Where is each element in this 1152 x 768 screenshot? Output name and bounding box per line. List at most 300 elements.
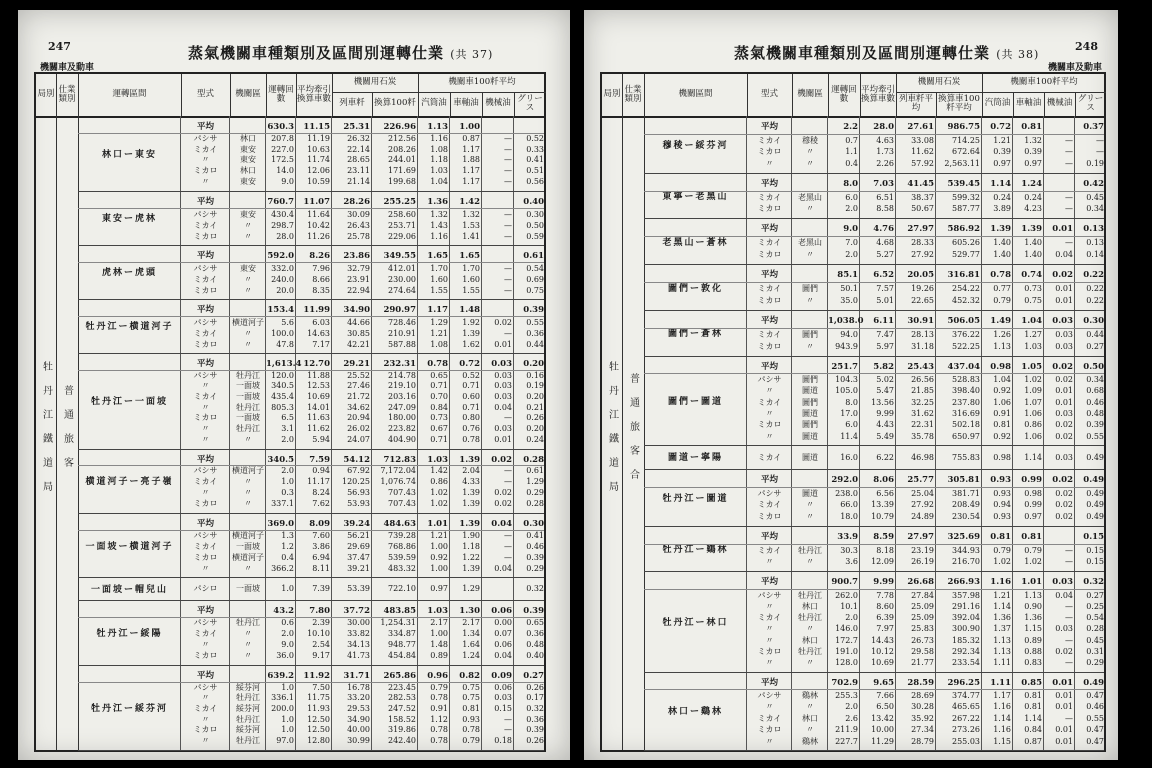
coal-train-km-cell: 53.93 — [347, 499, 370, 509]
cylinder-oil-cell: 0.79 — [993, 545, 1011, 555]
axle-oil-cell: 0.52 — [462, 370, 480, 380]
runs-cell: 100.0 — [271, 328, 294, 338]
machine-oil-cell: — — [504, 413, 512, 423]
coal-train-km-cell: 23.19 — [911, 545, 934, 555]
runs-cell: 2.2 — [843, 122, 858, 132]
machine-oil-cell: — — [504, 552, 512, 562]
coal-100km-cell: 274.64 — [388, 285, 416, 295]
header-cell: 平均牽引換算車數 — [296, 74, 333, 116]
coal-100km-cell: 437.04 — [947, 361, 980, 372]
header-cell: 列車粁平均 — [896, 92, 937, 116]
route-block — [644, 173, 1104, 220]
cars-cell: 14.43 — [871, 635, 894, 645]
coal-train-km-cell: 39.21 — [347, 563, 370, 573]
runs-cell: 211.9 — [835, 725, 858, 735]
route-block — [644, 672, 1104, 751]
runs-cell: 30.3 — [840, 545, 858, 555]
coal-train-km-cell: 34.13 — [347, 639, 370, 649]
table-row — [78, 177, 544, 188]
service-label-2: 合 — [627, 469, 639, 493]
type-cell: 平均 — [760, 474, 778, 485]
cars-cell: 11.74 — [307, 155, 330, 165]
grease-cell: 0.28 — [523, 454, 544, 465]
grease-cell: 0.21 — [526, 402, 544, 412]
cars-cell: 8.26 — [309, 250, 330, 261]
axle-oil-cell: 0.89 — [1024, 635, 1042, 645]
type-cell: ミカイ — [757, 135, 782, 145]
title-part: (共 37) — [450, 48, 494, 61]
cylinder-oil-cell: 1.06 — [993, 397, 1011, 407]
coal-100km-cell: 539.59 — [388, 552, 416, 562]
cars-cell: 5.94 — [312, 434, 330, 444]
type-cell: パシサ — [193, 263, 218, 273]
machine-oil-cell: 0.00 — [494, 618, 512, 628]
type-cell: 平均 — [760, 178, 778, 189]
coal-100km-cell: 484.63 — [383, 519, 416, 530]
coal-train-km-cell: 27.97 — [907, 531, 934, 542]
header-cell: 換算車100粁平均 — [936, 92, 983, 116]
cylinder-oil-cell: 1.21 — [993, 590, 1011, 600]
table-row — [644, 612, 1104, 623]
grease-cell: 0.56 — [526, 176, 544, 186]
cylinder-oil-cell: 0.91 — [430, 703, 448, 713]
cars-cell: 7.57 — [876, 284, 894, 294]
table-row — [644, 237, 1104, 249]
grease-cell: 0.47 — [1086, 690, 1104, 700]
cylinder-oil-cell: 0.79 — [430, 682, 448, 692]
route-block — [644, 469, 1104, 527]
machine-oil-cell: 0.02 — [1052, 361, 1073, 372]
cars-cell: 28.0 — [873, 122, 894, 132]
grease-cell: 0.17 — [526, 693, 544, 703]
depot-cell: 〃 — [244, 563, 252, 573]
runs-cell: 207.8 — [271, 133, 294, 143]
cars-cell: 9.99 — [873, 577, 894, 588]
axle-oil-cell: 1.00 — [459, 122, 480, 132]
machine-oil-cell: 0.01 — [494, 434, 512, 444]
runs-cell: 10.1 — [840, 601, 858, 611]
coal-100km-cell: 529.77 — [952, 250, 980, 260]
coal-train-km-cell: 31.62 — [911, 408, 934, 418]
grease-cell: 0.46 — [1086, 397, 1104, 407]
machine-oil-cell: 0.01 — [1052, 224, 1073, 235]
cylinder-oil-cell: 0.78 — [430, 725, 448, 735]
coal-100km-cell: 290.97 — [383, 304, 416, 315]
coal-train-km-cell: 30.91 — [907, 315, 934, 326]
cars-cell: 7.62 — [312, 499, 330, 509]
runs-cell: 9.0 — [281, 176, 294, 186]
runs-cell: 1.3 — [281, 530, 294, 540]
runs-cell: 805.3 — [271, 402, 294, 412]
machine-oil-cell: 0.01 — [1055, 295, 1073, 305]
cars-cell: 10.59 — [307, 176, 330, 186]
coal-train-km-cell: 11.62 — [911, 147, 934, 157]
depot-cell: 横道河子 — [232, 530, 264, 540]
table-row — [78, 651, 544, 662]
type-cell: ミカロ — [757, 147, 782, 157]
grease-cell: — — [1096, 135, 1104, 145]
machine-oil-cell: 0.03 — [1055, 452, 1073, 462]
route-name: 東寧ー老黑山 — [662, 192, 729, 203]
type-cell: 平均 — [760, 315, 778, 326]
depot-cell: 圖們 — [802, 329, 818, 339]
cars-cell: 5.01 — [876, 295, 894, 305]
table-row — [644, 556, 1104, 568]
coal-100km-cell: 180.00 — [388, 413, 416, 423]
coal-train-km-cell: 22.65 — [911, 295, 934, 305]
runs-cell: 2.0 — [281, 629, 294, 639]
header-group: 機關車100粁平均 — [418, 74, 546, 93]
runs-cell: 47.8 — [276, 339, 294, 349]
axle-oil-cell: 0.81 — [1021, 531, 1042, 542]
header-cell: 仕業類別 — [622, 74, 645, 116]
route-block — [644, 571, 1104, 672]
axle-oil-cell: 0.73 — [1024, 284, 1042, 294]
machine-oil-cell: 0.02 — [494, 317, 512, 327]
cars-cell: 7.80 — [309, 606, 330, 617]
cylinder-oil-cell: 0.77 — [993, 284, 1011, 294]
table-row — [78, 725, 544, 736]
header-cell: 汽筒油 — [418, 92, 451, 116]
runs-cell: 0.4 — [845, 158, 858, 168]
coal-100km-cell: 404.90 — [388, 434, 416, 444]
coal-train-km-cell: 28.26 — [343, 196, 370, 207]
cylinder-oil-cell: 1.16 — [430, 133, 448, 143]
type-cell: パシサ — [757, 488, 782, 498]
coal-train-km-cell: 20.05 — [907, 270, 934, 281]
grease-cell: 0.24 — [526, 434, 544, 444]
grease-cell: 0.45 — [1086, 192, 1104, 202]
cars-cell: 10.69 — [871, 658, 894, 668]
cylinder-oil-cell: 0.89 — [430, 650, 448, 660]
type-cell: パシサ — [757, 690, 782, 700]
runs-cell: 702.9 — [831, 677, 858, 688]
axle-oil-cell: 1.30 — [459, 606, 480, 617]
type-cell: 〃 — [765, 635, 774, 645]
grease-cell: 0.61 — [523, 250, 544, 261]
cylinder-oil-cell: 1.03 — [430, 166, 448, 176]
machine-oil-cell: — — [504, 166, 512, 176]
type-cell: ミカロ — [757, 646, 782, 656]
runs-cell: 340.5 — [271, 381, 294, 391]
grease-cell: 0.27 — [1086, 341, 1104, 351]
header-cell: 機關區 — [230, 74, 267, 116]
runs-cell: 9.0 — [843, 224, 858, 235]
depot-cell: 東安 — [240, 263, 256, 273]
coal-100km-cell: 376.22 — [952, 329, 980, 339]
bureau-column: 牡丹江鐵道局 — [36, 116, 57, 750]
cars-cell: 10.00 — [871, 725, 894, 735]
table-row — [644, 295, 1104, 307]
cars-cell: 8.09 — [309, 519, 330, 530]
axle-oil-cell: 0.74 — [1021, 270, 1042, 281]
route-block — [78, 513, 544, 578]
axle-oil-cell: 1.17 — [462, 166, 480, 176]
axle-oil-cell: 1.03 — [1024, 341, 1042, 351]
type-cell: ミカイ — [757, 545, 782, 555]
table-row — [78, 424, 544, 435]
coal-train-km-cell: 27.84 — [911, 590, 934, 600]
average-row — [644, 577, 1104, 589]
axle-oil-cell: 1.04 — [1021, 315, 1042, 326]
coal-train-km-cell: 25.31 — [343, 122, 370, 132]
cars-cell: 10.42 — [307, 220, 330, 230]
coal-train-km-cell: 22.31 — [911, 420, 934, 430]
axle-oil-cell: 0.72 — [459, 358, 480, 369]
coal-train-km-cell: 30.00 — [347, 618, 370, 628]
cars-cell: 11.75 — [307, 693, 330, 703]
depot-cell: 一面坡 — [236, 541, 260, 551]
cars-cell: 11.17 — [307, 477, 330, 487]
axle-oil-cell: 1.18 — [462, 541, 480, 551]
cylinder-oil-cell: 1.40 — [993, 238, 1011, 248]
coal-train-km-cell: 56.93 — [347, 488, 370, 498]
runs-cell: 3.1 — [281, 424, 294, 434]
table-row — [78, 403, 544, 414]
route-block — [644, 116, 1104, 174]
depot-cell: 圖們 — [802, 397, 818, 407]
runs-cell: 639.2 — [267, 670, 294, 681]
cylinder-oil-cell: 1.55 — [430, 285, 448, 295]
runs-cell: 33.9 — [837, 531, 858, 542]
axle-oil-cell: 1.14 — [1024, 452, 1042, 462]
table-row — [644, 736, 1104, 747]
cylinder-oil-cell: 0.39 — [993, 147, 1011, 157]
depot-cell: 林口 — [240, 166, 256, 176]
table-row — [78, 564, 544, 575]
header-cell: 車軸油 — [450, 92, 483, 116]
grease-cell: 0.22 — [1086, 284, 1104, 294]
grease-cell: 0.41 — [526, 530, 544, 540]
grease-cell: 0.51 — [526, 166, 544, 176]
axle-oil-cell: 1.70 — [462, 263, 480, 273]
cars-cell: 1.73 — [876, 147, 894, 157]
table-row — [644, 590, 1104, 601]
grease-cell: 0.65 — [526, 618, 544, 628]
runs-cell: 760.7 — [267, 196, 294, 207]
runs-cell: 14.0 — [276, 166, 294, 176]
grease-cell: 0.36 — [526, 714, 544, 724]
cylinder-oil-cell: 0.92 — [993, 431, 1011, 441]
type-cell: ミカイ — [193, 477, 218, 487]
route-name: 林口ー鷄林 — [667, 707, 723, 718]
runs-cell: 35.0 — [840, 295, 858, 305]
cars-cell: 10.12 — [871, 646, 894, 656]
type-cell: 〃 — [201, 176, 210, 186]
table-row — [644, 646, 1104, 657]
coal-train-km-cell: 31.18 — [911, 341, 934, 351]
route-name: 林口ー東安 — [101, 149, 157, 160]
machine-oil-cell: — — [504, 725, 512, 735]
header-cell: 列車粁 — [332, 92, 373, 116]
type-cell: ミカイ — [193, 274, 218, 284]
runs-cell: 85.1 — [837, 270, 858, 281]
type-cell: 〃 — [765, 557, 774, 567]
coal-100km-cell: 2,563.11 — [944, 158, 980, 168]
cars-cell: 7.47 — [876, 329, 894, 339]
runs-cell: 18.0 — [840, 511, 858, 521]
coal-100km-cell: 199.68 — [388, 176, 416, 186]
cars-cell: 4.43 — [876, 420, 894, 430]
cars-cell: 11.07 — [303, 196, 330, 207]
machine-oil-cell: 0.04 — [1055, 250, 1073, 260]
type-cell: ミカイ — [193, 328, 218, 338]
cars-cell: 11.64 — [307, 209, 330, 219]
cars-cell: 14.01 — [307, 402, 330, 412]
route-name: 圖道ー寧陽 — [667, 453, 723, 464]
runs-cell: 1.0 — [281, 725, 294, 735]
table-row — [78, 220, 544, 231]
route-name: 牡丹江ー林口 — [662, 617, 729, 628]
runs-cell: 2.0 — [281, 466, 294, 476]
axle-oil-cell: 0.79 — [462, 736, 480, 746]
coal-100km-cell: 412.01 — [388, 263, 416, 273]
table-row — [644, 623, 1104, 634]
depot-cell: 〃 — [244, 434, 252, 444]
type-cell: パシサ — [193, 317, 218, 327]
coal-100km-cell: 722.10 — [388, 584, 416, 594]
grease-cell: 0.19 — [526, 381, 544, 391]
coal-train-km-cell: 23.86 — [343, 250, 370, 261]
grease-cell: 0.30 — [1083, 315, 1104, 326]
route-name: 牡丹江ー綏陽 — [96, 629, 163, 640]
route-block — [78, 299, 544, 354]
depot-cell: 〃 — [244, 488, 252, 498]
table-row — [644, 192, 1104, 204]
type-cell: 平均 — [196, 454, 214, 465]
type-cell: 〃 — [765, 624, 774, 634]
runs-cell: 255.3 — [835, 690, 858, 700]
cars-cell: 12.50 — [307, 725, 330, 735]
grease-cell: 0.34 — [1086, 204, 1104, 214]
cylinder-oil-cell: 0.67 — [430, 424, 448, 434]
coal-train-km-cell: 50.67 — [911, 204, 934, 214]
axle-oil-cell: 0.93 — [462, 714, 480, 724]
cars-cell: 2.26 — [876, 158, 894, 168]
runs-cell: 8.0 — [843, 178, 858, 189]
axle-oil-cell: 0.75 — [1024, 295, 1042, 305]
coal-train-km-cell: 34.90 — [343, 304, 370, 315]
average-row — [644, 179, 1104, 192]
axle-oil-cell: 1.02 — [1024, 557, 1042, 567]
runs-cell: 0.4 — [281, 552, 294, 562]
machine-oil-cell: 0.04 — [494, 650, 512, 660]
coal-100km-cell: 392.04 — [952, 613, 980, 623]
type-cell: ミカイ — [193, 144, 218, 154]
table-row — [78, 466, 544, 477]
coal-train-km-cell: 26.19 — [911, 557, 934, 567]
cars-cell: 12.50 — [307, 714, 330, 724]
cylinder-oil-cell: 0.78 — [990, 270, 1011, 281]
cars-cell: 6.51 — [876, 192, 894, 202]
runs-cell: 336.1 — [271, 693, 294, 703]
bureau-column: 牡丹江鐵道局 — [602, 116, 623, 750]
type-cell: ミカイ — [757, 452, 782, 462]
cylinder-oil-cell: 1.70 — [430, 263, 448, 273]
coal-100km-cell: 229.06 — [388, 231, 416, 241]
depot-cell: 圖們 — [802, 374, 818, 384]
depot-cell: 〃 — [244, 477, 252, 487]
cylinder-oil-cell: 1.03 — [427, 454, 448, 465]
coal-100km-cell: 319.86 — [388, 725, 416, 735]
coal-train-km-cell: 26.56 — [911, 374, 934, 384]
route-name: 牡丹江ー綏芬河 — [90, 703, 168, 714]
coal-100km-cell: 672.64 — [952, 147, 980, 157]
runs-cell: 172.5 — [271, 155, 294, 165]
coal-train-km-cell: 25.52 — [347, 370, 370, 380]
cylinder-oil-cell: 0.98 — [990, 361, 1011, 372]
grease-cell: 0.22 — [1083, 270, 1104, 281]
header-group: 機關車100粁平均 — [982, 74, 1106, 93]
coal-100km-cell: 247.52 — [388, 703, 416, 713]
cylinder-oil-cell: 0.24 — [993, 192, 1011, 202]
coal-train-km-cell: 25.09 — [911, 601, 934, 611]
cylinder-oil-cell: 1.02 — [430, 488, 448, 498]
depot-cell: 林口 — [240, 133, 256, 143]
axle-oil-cell: 1.55 — [462, 285, 480, 295]
grease-cell: 0.49 — [1086, 511, 1104, 521]
cars-cell: 4.68 — [876, 238, 894, 248]
coal-train-km-cell: 24.89 — [911, 511, 934, 521]
type-cell: 〃 — [765, 158, 774, 168]
coal-train-km-cell: 25.43 — [907, 361, 934, 372]
grease-cell: 0.54 — [1086, 613, 1104, 623]
cylinder-oil-cell: 1.17 — [427, 304, 448, 315]
depot-cell: 〃 — [244, 328, 252, 338]
cylinder-oil-cell: 0.94 — [993, 500, 1011, 510]
coal-100km-cell: 605.26 — [952, 238, 980, 248]
title-text: 蒸氣機關車種類別及區間別運轉仕業 — [734, 44, 991, 62]
runs-cell: 2.0 — [845, 613, 858, 623]
average-row — [78, 519, 544, 531]
depot-cell: 牡丹江 — [798, 590, 822, 600]
coal-train-km-cell: 27.34 — [911, 725, 934, 735]
grease-cell: — — [1096, 147, 1104, 157]
cars-cell: 7.78 — [876, 590, 894, 600]
coal-100km-cell: 528.83 — [952, 374, 980, 384]
type-cell: 〃 — [201, 714, 210, 724]
runs-cell: 17.0 — [840, 408, 858, 418]
axle-oil-cell: 0.86 — [1024, 420, 1042, 430]
coal-train-km-cell: 22.14 — [347, 144, 370, 154]
table-row — [78, 231, 544, 242]
grease-cell: 0.75 — [526, 285, 544, 295]
axle-oil-cell: 1.90 — [462, 530, 480, 540]
data-table — [34, 72, 546, 752]
axle-oil-cell: 4.23 — [1024, 204, 1042, 214]
grease-cell: 0.49 — [1086, 500, 1104, 510]
machine-oil-cell: 0.15 — [494, 703, 512, 713]
route-name: 東安ー虎林 — [101, 214, 157, 225]
table-row — [78, 736, 544, 747]
cylinder-oil-cell: 3.89 — [993, 204, 1011, 214]
cylinder-oil-cell: 0.86 — [430, 477, 448, 487]
machine-oil-cell: 0.03 — [1055, 408, 1073, 418]
machine-oil-cell: 0.04 — [1055, 590, 1073, 600]
machine-oil-cell: — — [1065, 135, 1073, 145]
coal-train-km-cell: 27.92 — [911, 250, 934, 260]
axle-oil-cell: 1.92 — [462, 317, 480, 327]
grease-cell: 0.50 — [526, 220, 544, 230]
machine-oil-cell: — — [504, 263, 512, 273]
grease-cell: 0.46 — [526, 541, 544, 551]
machine-oil-cell: — — [1065, 147, 1073, 157]
machine-oil-cell: 0.03 — [494, 370, 512, 380]
machine-oil-cell: 0.02 — [1055, 500, 1073, 510]
depot-cell: 穆稜 — [802, 135, 818, 145]
runs-cell: 0.6 — [281, 618, 294, 628]
header-cell: 機械油 — [482, 92, 515, 116]
